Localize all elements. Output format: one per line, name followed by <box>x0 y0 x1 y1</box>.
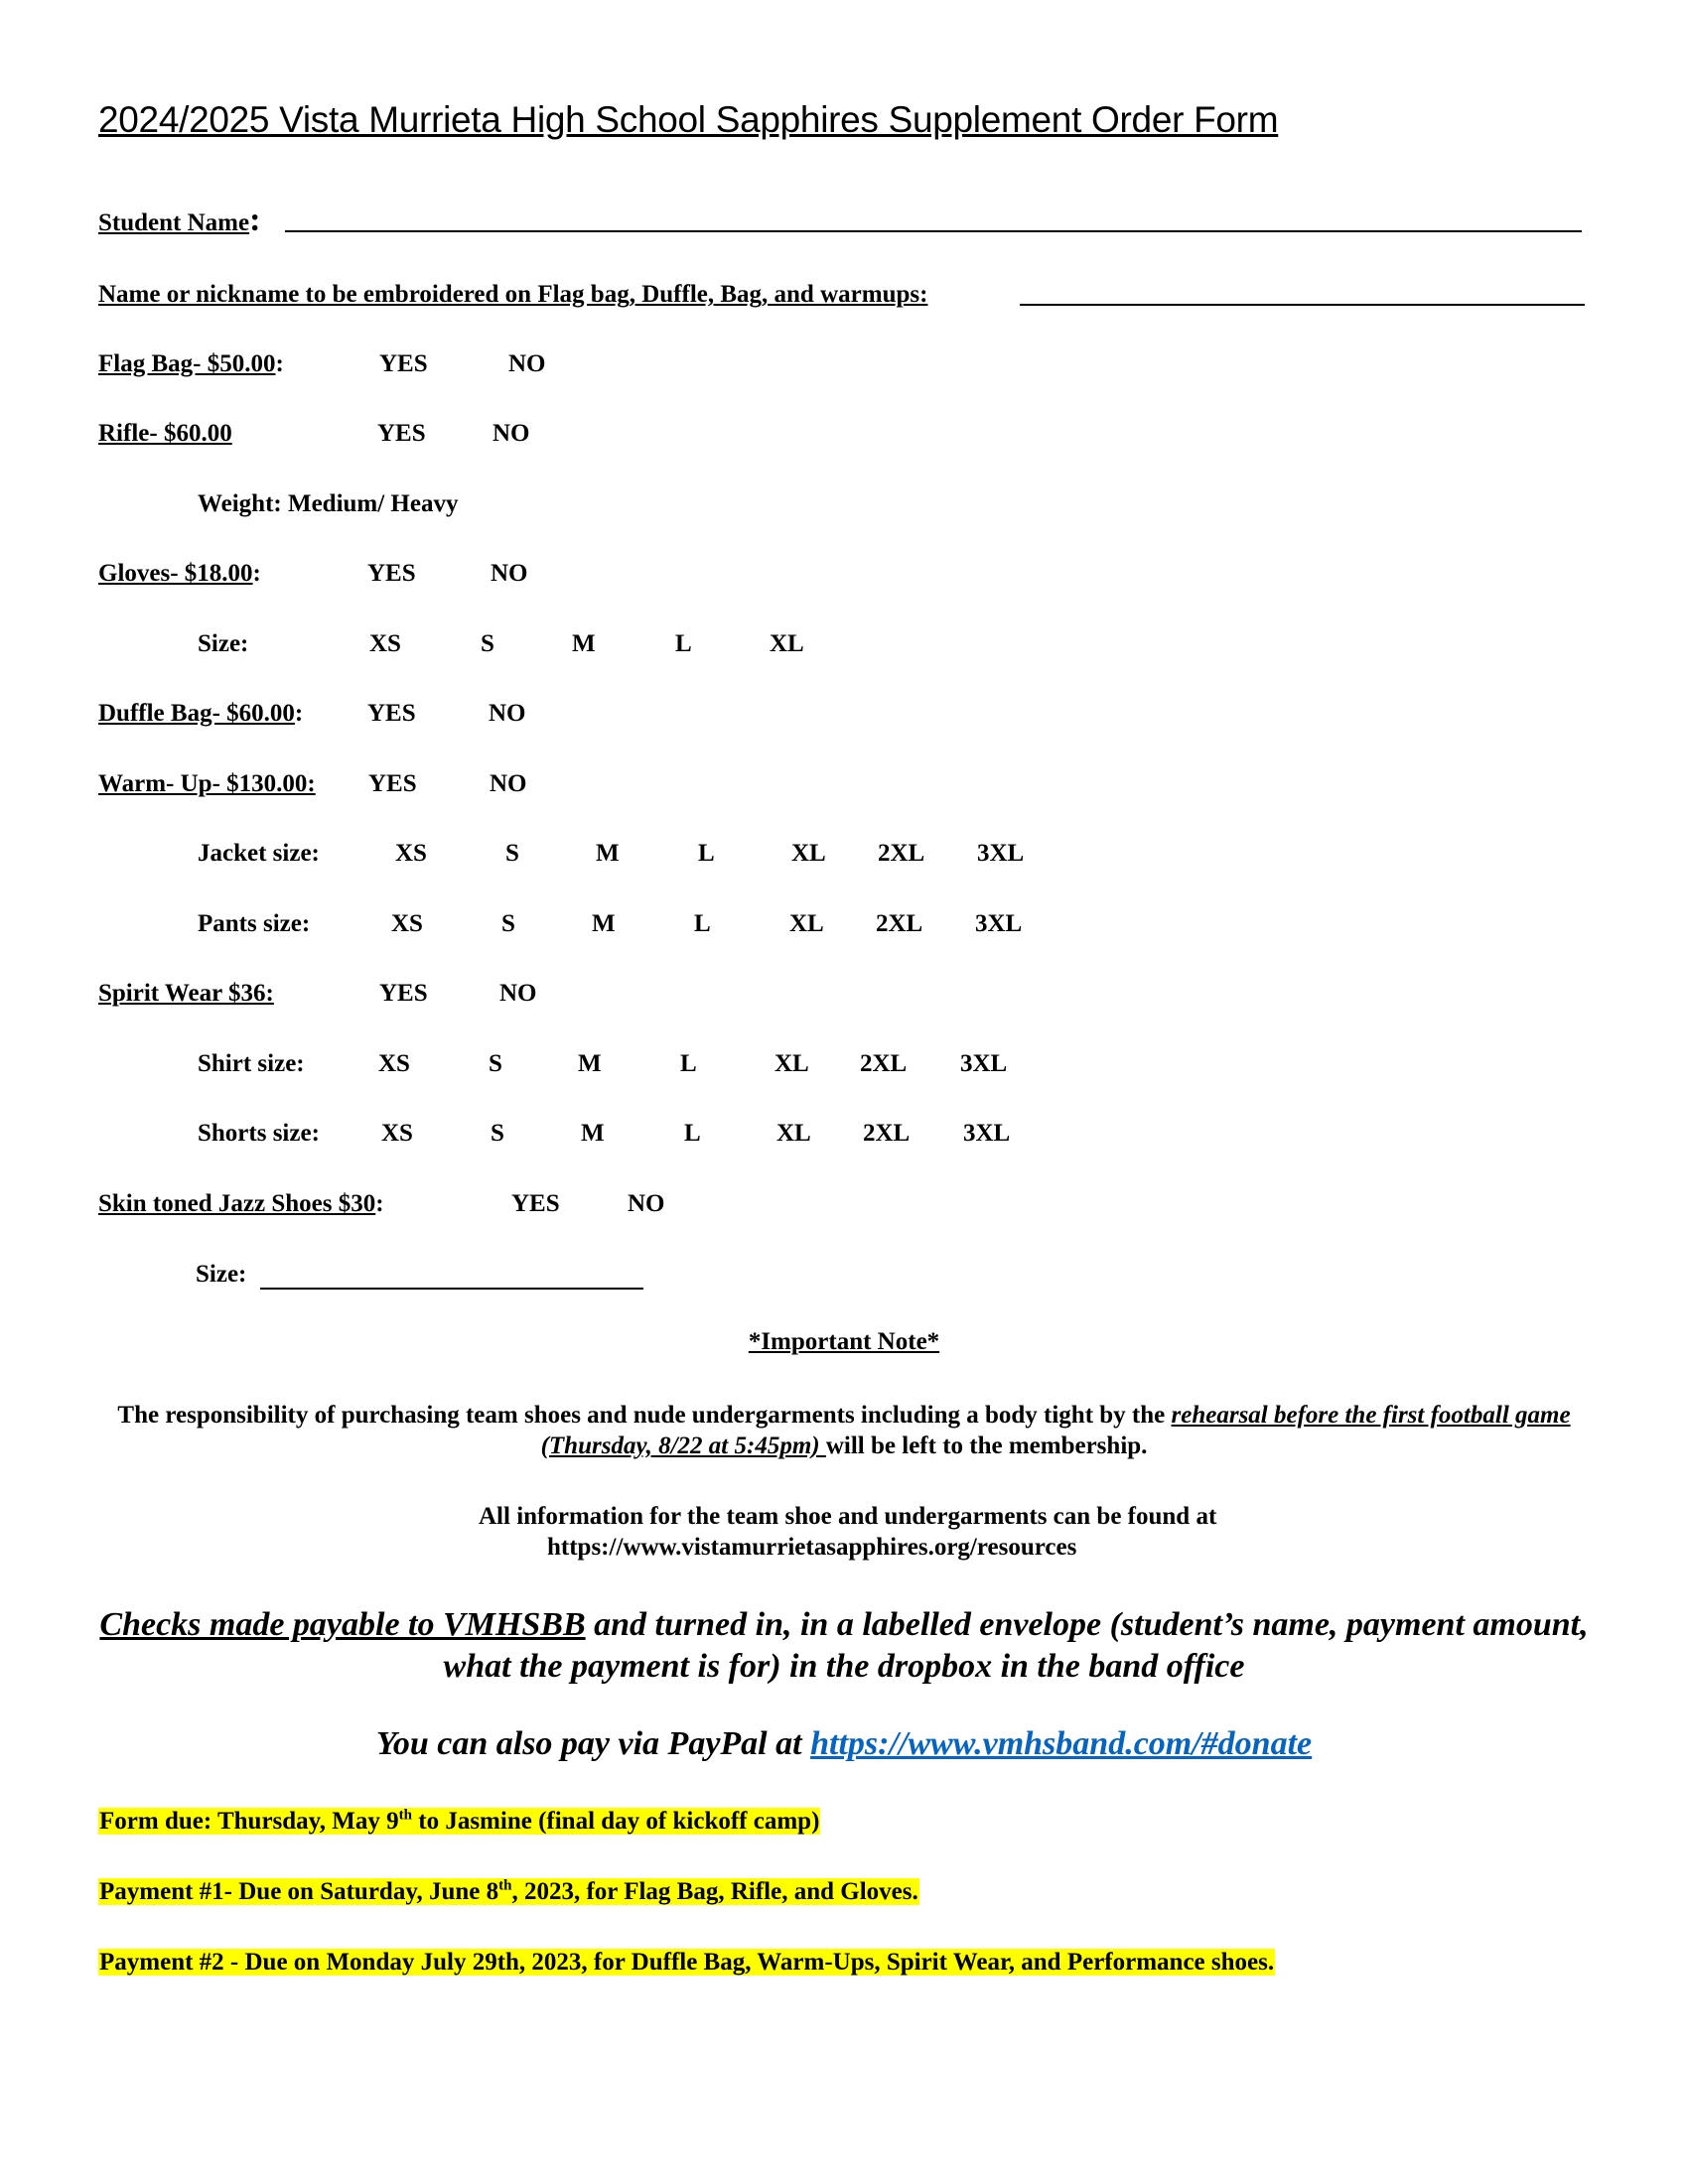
duffle-yes-option[interactable]: YES <box>367 700 416 727</box>
spirit-no-option[interactable]: NO <box>499 980 537 1007</box>
spirit-yes-option[interactable]: YES <box>379 980 428 1007</box>
jacket-size-option[interactable]: L <box>698 840 715 867</box>
warmup-label: Warm- Up- $130.00: <box>98 770 316 797</box>
shorts-size-label: Shorts size: <box>198 1120 320 1147</box>
warmup-yes-option[interactable]: YES <box>368 770 417 797</box>
pants-size-option[interactable]: XL <box>789 910 824 937</box>
jacket-size-option[interactable]: M <box>596 840 620 867</box>
shorts-size-option[interactable]: S <box>491 1120 504 1147</box>
pants-size-option[interactable]: L <box>694 910 711 937</box>
student-name-label: Student Name: <box>98 202 261 238</box>
rifle-yes-option[interactable]: YES <box>377 420 426 447</box>
shoe-size-label: Size: <box>196 1261 247 1288</box>
pants-size-option[interactable]: M <box>592 910 616 937</box>
warmup-no-option[interactable]: NO <box>490 770 527 797</box>
jacket-size-label: Jacket size: <box>198 840 320 867</box>
shorts-size-option[interactable]: L <box>684 1120 701 1147</box>
shirt-size-label: Shirt size: <box>198 1050 305 1077</box>
shirt-size-option[interactable]: L <box>680 1050 697 1077</box>
gloves-size-label: Size: <box>198 630 249 657</box>
resources-link[interactable]: https://www.vistamurrietasapphires.org/resources <box>547 1534 1077 1561</box>
responsibility-note: The responsibility of purchasing team shoes and nude undergarments including a body tight by the rehearsal before the first football game (Thursday, 8/22 at 5:45pm) will be left to the membership. <box>117 1402 1571 1459</box>
shoes-no-option[interactable]: NO <box>628 1190 665 1217</box>
flag-bag-no-option[interactable]: NO <box>508 350 546 377</box>
shirt-size-option[interactable]: XS <box>378 1050 410 1077</box>
shirt-size-option[interactable]: 2XL <box>860 1050 908 1077</box>
pants-size-option[interactable]: XS <box>391 910 423 937</box>
pants-size-option[interactable]: 2XL <box>876 910 923 937</box>
pants-size-label: Pants size: <box>198 910 311 937</box>
form-due-line: Form due: Thursday, May 9th to Jasmine (final day of kickoff camp) <box>99 1807 820 1835</box>
payment-1-due-line: Payment #1- Due on Saturday, June 8th, 2023, for Flag Bag, Rifle, and Gloves. <box>99 1877 918 1905</box>
flag-bag-yes-option[interactable]: YES <box>379 350 428 377</box>
rifle-no-option[interactable]: NO <box>492 420 530 447</box>
payment-2-due-line: Payment #2 - Due on Monday July 29th, 2023, for Duffle Bag, Warm-Ups, Spirit Wear, and Performance shoes. <box>99 1949 1275 1976</box>
gloves-size-option[interactable]: S <box>481 630 494 657</box>
jacket-size-option[interactable]: 2XL <box>878 840 925 867</box>
paypal-note: You can also pay via PayPal at https://www.vmhsband.com/#donate <box>375 1725 1313 1762</box>
jacket-size-option[interactable]: 3XL <box>977 840 1025 867</box>
flag-bag-label: Flag Bag- $50.00: <box>98 350 284 377</box>
shorts-size-option[interactable]: 3XL <box>963 1120 1011 1147</box>
gloves-size-option[interactable]: M <box>572 630 596 657</box>
gloves-size-option[interactable]: XS <box>369 630 401 657</box>
shirt-size-option[interactable]: M <box>578 1050 602 1077</box>
shorts-size-option[interactable]: M <box>581 1120 605 1147</box>
gloves-size-option[interactable]: XL <box>770 630 804 657</box>
pants-size-option[interactable]: 3XL <box>975 910 1023 937</box>
duffle-bag-label: Duffle Bag- $60.00: <box>98 700 304 727</box>
jacket-size-option[interactable]: XS <box>395 840 427 867</box>
shoes-yes-option[interactable]: YES <box>511 1190 560 1217</box>
gloves-size-option[interactable]: L <box>675 630 692 657</box>
gloves-yes-option[interactable]: YES <box>367 560 416 587</box>
student-name-field[interactable] <box>285 230 1582 232</box>
shirt-size-option[interactable]: 3XL <box>960 1050 1008 1077</box>
shirt-size-option[interactable]: XL <box>774 1050 809 1077</box>
shorts-size-option[interactable]: XS <box>381 1120 413 1147</box>
nickname-label: Name or nickname to be embroidered on Flag bag, Duffle, Bag, and warmups: <box>98 281 928 308</box>
nickname-field[interactable] <box>1020 304 1585 306</box>
shorts-size-option[interactable]: XL <box>776 1120 811 1147</box>
paypal-donate-link[interactable]: https://www.vmhsband.com/#donate <box>810 1725 1313 1762</box>
page-title: 2024/2025 Vista Murrieta High School Sapphires Supplement Order Form <box>98 99 1279 140</box>
rifle-weight-label: Weight: Medium/ Heavy <box>198 490 459 517</box>
resources-note-line1: All information for the team shoe and undergarments can be found at <box>479 1503 1217 1530</box>
gloves-no-option[interactable]: NO <box>491 560 528 587</box>
shirt-size-option[interactable]: S <box>489 1050 502 1077</box>
pants-size-option[interactable]: S <box>501 910 515 937</box>
important-note-title: *Important Note* <box>748 1328 940 1355</box>
spirit-wear-label: Spirit Wear $36: <box>98 980 274 1007</box>
duffle-no-option[interactable]: NO <box>489 700 526 727</box>
jacket-size-option[interactable]: S <box>505 840 519 867</box>
checks-instructions: Checks made payable to VMHSBB and turned in, in a labelled envelope (student’s name, payment amount, what the payment is for) in the dropbox in the band office <box>99 1606 1589 1685</box>
gloves-label: Gloves- $18.00: <box>98 560 261 587</box>
shorts-size-option[interactable]: 2XL <box>863 1120 911 1147</box>
jacket-size-option[interactable]: XL <box>791 840 826 867</box>
jazz-shoes-label: Skin toned Jazz Shoes $30: <box>98 1190 384 1217</box>
rifle-label: Rifle- $60.00 <box>98 420 232 447</box>
shoe-size-field[interactable] <box>260 1288 643 1290</box>
